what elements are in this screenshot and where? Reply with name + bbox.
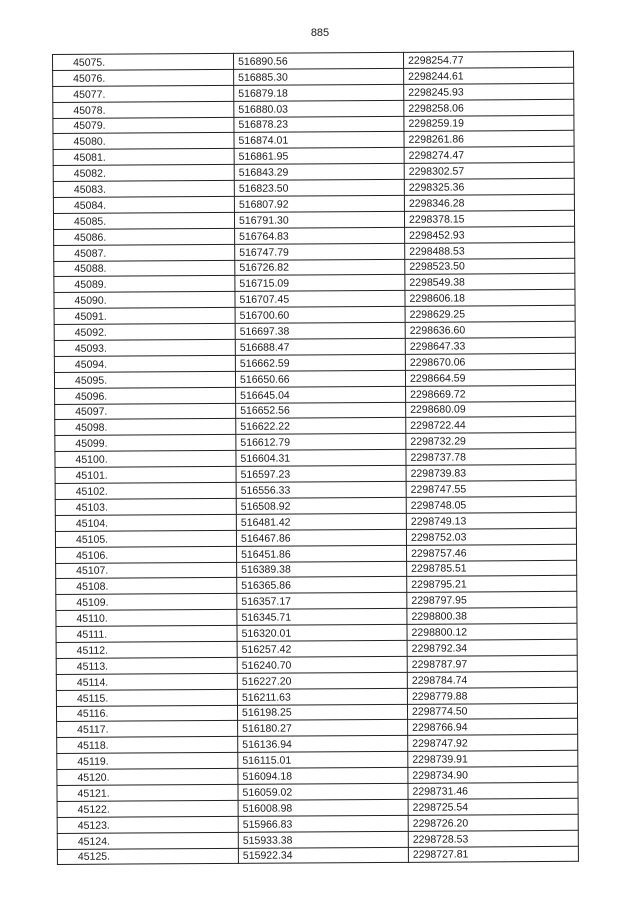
y-coordinate-cell: 2298259.19 bbox=[404, 115, 574, 132]
x-coordinate-cell: 516389.38 bbox=[237, 561, 407, 578]
point-id-cell: 45078. bbox=[53, 101, 234, 118]
y-coordinate-cell: 2298725.54 bbox=[408, 798, 578, 815]
x-coordinate-cell: 516764.83 bbox=[235, 227, 405, 244]
coordinate-table-body bbox=[53, 51, 579, 865]
y-coordinate-cell: 2298787.97 bbox=[407, 655, 577, 672]
point-id-cell: 45112. bbox=[56, 641, 237, 658]
y-coordinate-cell: 2298748.05 bbox=[406, 496, 576, 513]
x-coordinate-cell: 516880.03 bbox=[234, 100, 404, 117]
x-coordinate-cell: 516645.04 bbox=[236, 386, 406, 403]
x-coordinate-cell: 516508.92 bbox=[236, 497, 406, 514]
y-coordinate-cell: 2298795.21 bbox=[407, 576, 577, 593]
x-coordinate-cell: 516650.66 bbox=[235, 370, 405, 387]
y-coordinate-cell: 2298747.92 bbox=[408, 735, 578, 752]
y-coordinate-cell: 2298732.29 bbox=[406, 433, 576, 450]
point-id-cell: 45113. bbox=[56, 657, 237, 674]
point-id-cell: 45125. bbox=[57, 848, 238, 865]
x-coordinate-cell: 516320.01 bbox=[237, 624, 407, 641]
point-id-cell: 45110. bbox=[56, 610, 237, 627]
x-coordinate-cell: 516556.33 bbox=[236, 481, 406, 498]
y-coordinate-cell: 2298779.88 bbox=[407, 687, 577, 704]
x-coordinate-cell: 516890.56 bbox=[233, 52, 403, 69]
x-coordinate-cell: 516861.95 bbox=[234, 148, 404, 165]
y-coordinate-cell: 2298254.77 bbox=[403, 51, 573, 68]
x-coordinate-cell: 516365.86 bbox=[237, 577, 407, 594]
point-id-cell: 45105. bbox=[55, 530, 236, 547]
point-id-cell: 45093. bbox=[54, 339, 235, 356]
y-coordinate-cell: 2298346.28 bbox=[404, 194, 574, 211]
y-coordinate-cell: 2298739.91 bbox=[408, 750, 578, 767]
y-coordinate-cell: 2298629.25 bbox=[405, 306, 575, 323]
point-id-cell: 45104. bbox=[55, 514, 236, 531]
point-id-cell: 45098. bbox=[55, 419, 236, 436]
x-coordinate-cell: 516885.30 bbox=[234, 68, 404, 85]
x-coordinate-cell: 516008.98 bbox=[238, 799, 408, 816]
point-id-cell: 45117. bbox=[57, 721, 238, 738]
x-coordinate-cell: 516791.30 bbox=[234, 211, 404, 228]
y-coordinate-cell: 2298664.59 bbox=[405, 369, 575, 386]
y-coordinate-cell: 2298606.18 bbox=[405, 290, 575, 307]
x-coordinate-cell: 516345.71 bbox=[237, 609, 407, 626]
y-coordinate-cell: 2298274.47 bbox=[404, 147, 574, 164]
x-coordinate-cell: 516662.59 bbox=[235, 354, 405, 371]
y-coordinate-cell: 2298774.50 bbox=[407, 703, 577, 720]
x-coordinate-cell: 516700.60 bbox=[235, 307, 405, 324]
x-coordinate-cell: 516451.86 bbox=[237, 545, 407, 562]
y-coordinate-cell: 2298728.53 bbox=[408, 830, 578, 847]
y-coordinate-cell: 2298727.81 bbox=[408, 846, 578, 863]
x-coordinate-cell: 516652.56 bbox=[236, 402, 406, 419]
point-id-cell: 45108. bbox=[56, 578, 237, 595]
y-coordinate-cell: 2298785.51 bbox=[407, 560, 577, 577]
y-coordinate-cell: 2298731.46 bbox=[408, 782, 578, 799]
y-coordinate-cell: 2298245.93 bbox=[404, 83, 574, 100]
x-coordinate-cell: 516715.09 bbox=[235, 275, 405, 292]
y-coordinate-cell: 2298726.20 bbox=[408, 814, 578, 831]
x-coordinate-cell: 516879.18 bbox=[234, 84, 404, 101]
x-coordinate-cell: 516094.18 bbox=[238, 767, 408, 784]
point-id-cell: 45081. bbox=[53, 149, 234, 166]
point-id-cell: 45109. bbox=[56, 594, 237, 611]
x-coordinate-cell: 516878.23 bbox=[234, 116, 404, 133]
x-coordinate-cell: 516257.42 bbox=[237, 640, 407, 657]
point-id-cell: 45091. bbox=[54, 308, 235, 325]
point-id-cell: 45099. bbox=[55, 435, 236, 452]
y-coordinate-cell: 2298325.36 bbox=[404, 178, 574, 195]
point-id-cell: 45115. bbox=[56, 689, 237, 706]
point-id-cell: 45107. bbox=[56, 562, 237, 579]
x-coordinate-cell: 515933.38 bbox=[238, 831, 408, 848]
y-coordinate-cell: 2298669.72 bbox=[406, 385, 576, 402]
x-coordinate-cell: 516059.02 bbox=[238, 783, 408, 800]
point-id-cell: 45106. bbox=[56, 546, 237, 563]
y-coordinate-cell: 2298766.94 bbox=[408, 719, 578, 736]
y-coordinate-cell: 2298670.06 bbox=[405, 353, 575, 370]
x-coordinate-cell: 516622.22 bbox=[236, 418, 406, 435]
point-id-cell: 45087. bbox=[54, 244, 235, 261]
point-id-cell: 45092. bbox=[54, 324, 235, 341]
x-coordinate-cell: 516697.38 bbox=[235, 322, 405, 339]
point-id-cell: 45076. bbox=[53, 69, 234, 86]
point-id-cell: 45096. bbox=[55, 387, 236, 404]
x-coordinate-cell: 516357.17 bbox=[237, 593, 407, 610]
y-coordinate-cell: 2298797.95 bbox=[407, 592, 577, 609]
y-coordinate-cell: 2298757.46 bbox=[407, 544, 577, 561]
x-coordinate-cell: 515922.34 bbox=[238, 847, 408, 864]
point-id-cell: 45111. bbox=[56, 625, 237, 642]
y-coordinate-cell: 2298647.33 bbox=[405, 337, 575, 354]
x-coordinate-cell: 516211.63 bbox=[237, 688, 407, 705]
y-coordinate-cell: 2298378.15 bbox=[404, 210, 574, 227]
x-coordinate-cell: 516707.45 bbox=[235, 291, 405, 308]
point-id-cell: 45123. bbox=[57, 816, 238, 833]
table-row bbox=[57, 846, 578, 865]
y-coordinate-cell: 2298302.57 bbox=[404, 163, 574, 180]
y-coordinate-cell: 2298734.90 bbox=[408, 766, 578, 783]
x-coordinate-cell: 516807.92 bbox=[234, 195, 404, 212]
x-coordinate-cell: 516823.50 bbox=[234, 179, 404, 196]
point-id-cell: 45097. bbox=[55, 403, 236, 420]
y-coordinate-cell: 2298737.78 bbox=[406, 449, 576, 466]
point-id-cell: 45075. bbox=[53, 53, 234, 70]
point-id-cell: 45090. bbox=[54, 292, 235, 309]
coordinate-table bbox=[52, 51, 579, 866]
point-id-cell: 45100. bbox=[55, 451, 236, 468]
point-id-cell: 45077. bbox=[53, 85, 234, 102]
point-id-cell: 45102. bbox=[55, 482, 236, 499]
point-id-cell: 45085. bbox=[53, 212, 234, 229]
point-id-cell: 45122. bbox=[57, 800, 238, 817]
point-id-cell: 45120. bbox=[57, 768, 238, 785]
point-id-cell: 45082. bbox=[53, 165, 234, 182]
point-id-cell: 45083. bbox=[53, 181, 234, 198]
y-coordinate-cell: 2298244.61 bbox=[404, 67, 574, 84]
x-coordinate-cell: 516612.79 bbox=[236, 434, 406, 451]
y-coordinate-cell: 2298747.55 bbox=[406, 480, 576, 497]
point-id-cell: 45079. bbox=[53, 117, 234, 134]
x-coordinate-cell: 516874.01 bbox=[234, 132, 404, 149]
page-number: 885 bbox=[310, 27, 330, 39]
x-coordinate-cell: 516604.31 bbox=[236, 450, 406, 467]
y-coordinate-cell: 2298800.38 bbox=[407, 607, 577, 624]
point-id-cell: 45086. bbox=[54, 228, 235, 245]
x-coordinate-cell: 516240.70 bbox=[237, 656, 407, 673]
y-coordinate-cell: 2298523.50 bbox=[405, 258, 575, 275]
x-coordinate-cell: 516597.23 bbox=[236, 466, 406, 483]
x-coordinate-cell: 516136.94 bbox=[238, 736, 408, 753]
x-coordinate-cell: 515966.83 bbox=[238, 815, 408, 832]
y-coordinate-cell: 2298258.06 bbox=[404, 99, 574, 116]
point-id-cell: 45080. bbox=[53, 133, 234, 150]
y-coordinate-cell: 2298739.83 bbox=[406, 464, 576, 481]
x-coordinate-cell: 516467.86 bbox=[236, 529, 406, 546]
y-coordinate-cell: 2298792.34 bbox=[407, 639, 577, 656]
point-id-cell: 45119. bbox=[57, 753, 238, 770]
x-coordinate-cell: 516481.42 bbox=[236, 513, 406, 530]
y-coordinate-cell: 2298722.44 bbox=[406, 417, 576, 434]
x-coordinate-cell: 516115.01 bbox=[238, 752, 408, 769]
y-coordinate-cell: 2298261.86 bbox=[404, 131, 574, 148]
x-coordinate-cell: 516198.25 bbox=[237, 704, 407, 721]
point-id-cell: 45094. bbox=[54, 355, 235, 372]
point-id-cell: 45095. bbox=[54, 371, 235, 388]
x-coordinate-cell: 516747.79 bbox=[235, 243, 405, 260]
y-coordinate-cell: 2298636.60 bbox=[405, 321, 575, 338]
point-id-cell: 45088. bbox=[54, 260, 235, 277]
y-coordinate-cell: 2298452.93 bbox=[405, 226, 575, 243]
point-id-cell: 45118. bbox=[57, 737, 238, 754]
x-coordinate-cell: 516180.27 bbox=[238, 720, 408, 737]
x-coordinate-cell: 516688.47 bbox=[235, 338, 405, 355]
point-id-cell: 45101. bbox=[55, 467, 236, 484]
y-coordinate-cell: 2298680.09 bbox=[406, 401, 576, 418]
y-coordinate-cell: 2298549.38 bbox=[405, 274, 575, 291]
x-coordinate-cell: 516726.82 bbox=[235, 259, 405, 276]
y-coordinate-cell: 2298752.03 bbox=[406, 528, 576, 545]
point-id-cell: 45084. bbox=[53, 196, 234, 213]
point-id-cell: 45116. bbox=[56, 705, 237, 722]
point-id-cell: 45114. bbox=[56, 673, 237, 690]
y-coordinate-cell: 2298488.53 bbox=[405, 242, 575, 259]
point-id-cell: 45103. bbox=[55, 498, 236, 515]
x-coordinate-cell: 516843.29 bbox=[234, 164, 404, 181]
point-id-cell: 45124. bbox=[57, 832, 238, 849]
point-id-cell: 45121. bbox=[57, 784, 238, 801]
point-id-cell: 45089. bbox=[54, 276, 235, 293]
y-coordinate-cell: 2298800.12 bbox=[407, 623, 577, 640]
y-coordinate-cell: 2298784.74 bbox=[407, 671, 577, 688]
y-coordinate-cell: 2298749.13 bbox=[406, 512, 576, 529]
x-coordinate-cell: 516227.20 bbox=[237, 672, 407, 689]
